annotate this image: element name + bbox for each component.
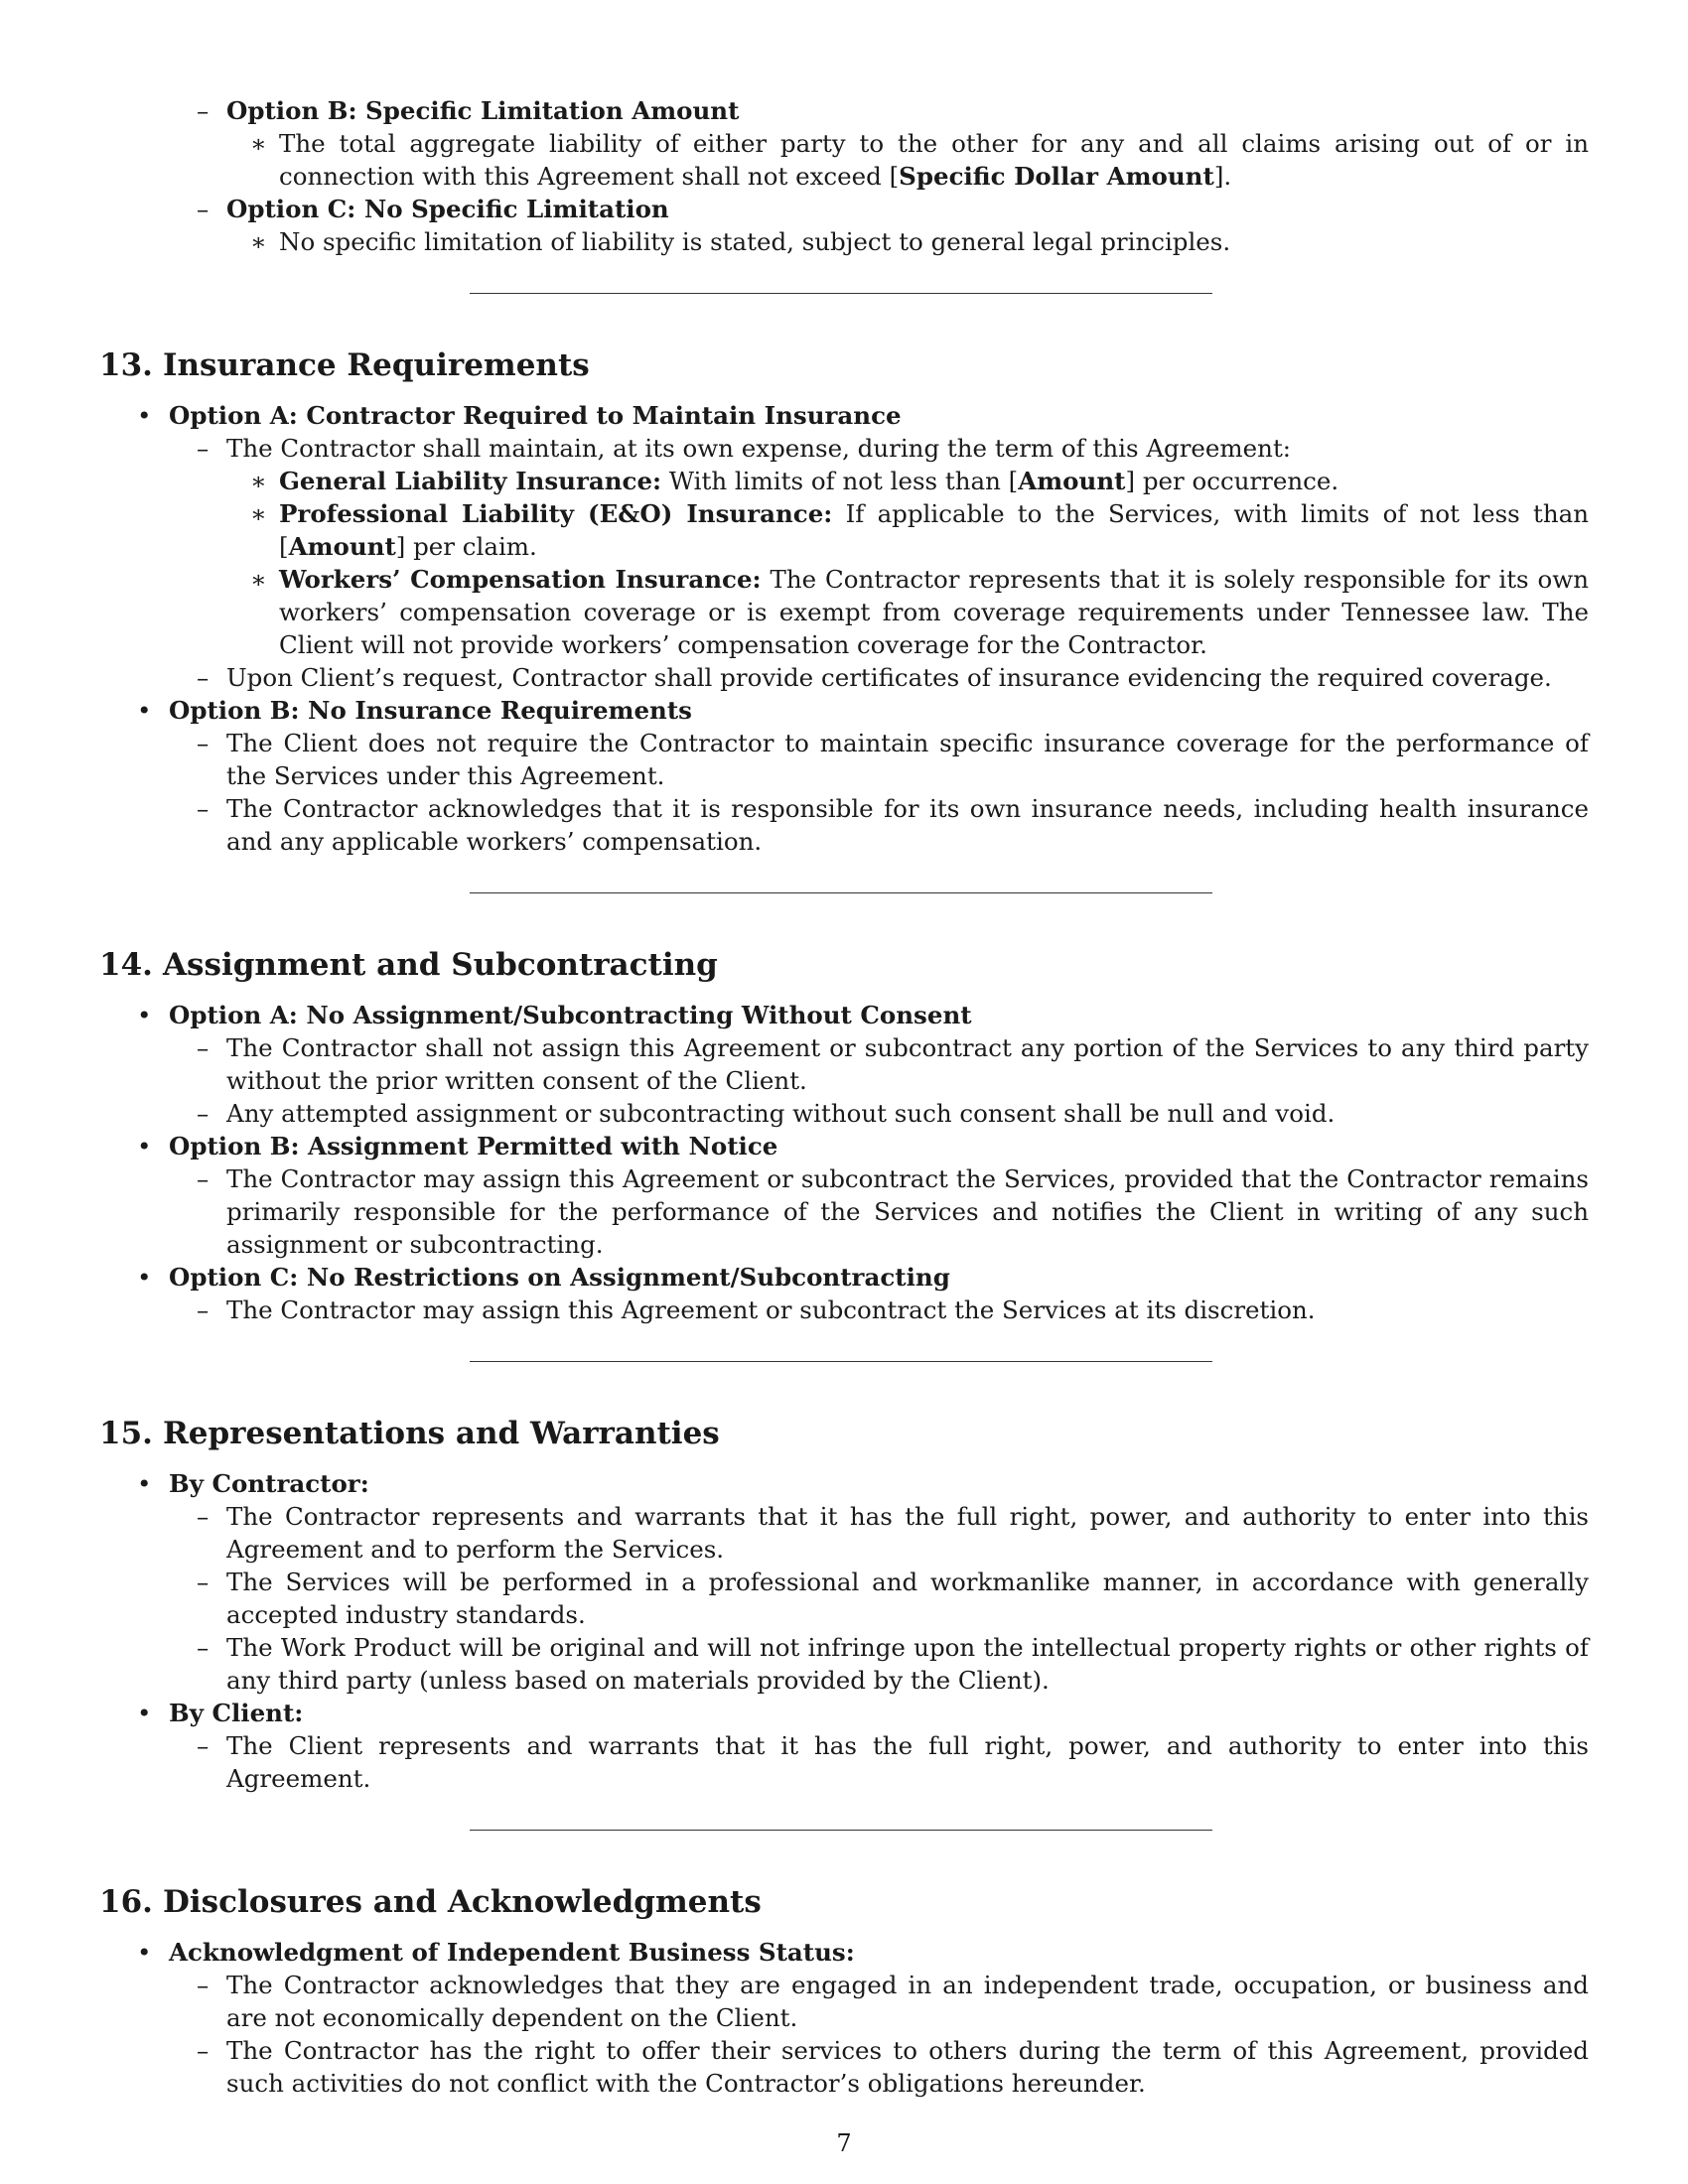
dash-marker: –	[197, 195, 210, 223]
list-item	[99, 193, 1589, 225]
dash-marker: –	[197, 1099, 210, 1128]
dash-marker: –	[197, 729, 210, 757]
dash-marker: –	[197, 1633, 210, 1662]
list-item	[99, 694, 1589, 727]
list-item	[99, 1261, 1589, 1294]
list-item: ∗ Workers’ Compensation Insurance: The Contractor represents that it is solely responsible for its own workers’ compensation coverage or is exempt from coverage requirements under Tennessee law. The Client will not provide workers’ compensation coverage for the Contractor.	[250, 565, 1590, 659]
dash-marker: –	[197, 794, 210, 823]
star-marker: ∗	[250, 129, 267, 158]
section-divider	[470, 1830, 1212, 1831]
list-item: – The Contractor represents and warrants that it has the full right, power, and authority to enter into this Agreement and to perform the Services.	[197, 1502, 1589, 1564]
dash-marker: –	[197, 1502, 210, 1531]
list-item: – The Contractor may assign this Agreement or subcontract the Services at its discretion.	[197, 1296, 1316, 1324]
bullet-marker: •	[137, 1699, 152, 1727]
list-item	[99, 1130, 1589, 1162]
list-item	[99, 94, 1589, 127]
section-heading: 13. Insurance Requirements	[99, 347, 590, 383]
option-title: Option A: Contractor Required to Maintain Insurance	[169, 401, 902, 430]
list-item: – The Contractor acknowledges that it is responsible for its own insurance needs, including health insurance and any applicable workers’ compensation.	[197, 794, 1589, 856]
section-heading: 14. Assignment and Subcontracting	[99, 947, 718, 983]
bullet-marker: •	[137, 1132, 152, 1160]
bullet-marker: •	[137, 1469, 152, 1498]
dash-marker: –	[197, 1296, 210, 1324]
list-item: ∗ No specific limitation of liability is stated, subject to general legal principles.	[250, 227, 1231, 256]
list-item	[99, 399, 1589, 432]
option-title: Option B: No Insurance Requirements	[169, 696, 692, 725]
bullet-marker: •	[137, 696, 152, 725]
option-title: Option B: Assignment Permitted with Notice	[169, 1132, 778, 1160]
list-item: – The Client does not require the Contractor to maintain specific insurance coverage for the performance of the Services under this Agreement.	[197, 729, 1589, 790]
option-title: Acknowledgment of Independent Business Status:	[169, 1938, 855, 1967]
dash-marker: –	[197, 434, 210, 463]
option-title: Option C: No Specific Limitation	[226, 195, 669, 223]
option-title: By Client:	[169, 1699, 304, 1727]
dash-marker: –	[197, 1033, 210, 1062]
option-title: Option A: No Assignment/Subcontracting Without Consent	[169, 1001, 972, 1029]
list-item: – The Contractor shall maintain, at its own expense, during the term of this Agreement:	[197, 434, 1292, 463]
list-item: – The Contractor acknowledges that they are engaged in an independent trade, occupation, or business and are not economically dependent on the Client.	[197, 1971, 1589, 2032]
bullet-marker: •	[137, 401, 152, 430]
dash-marker: –	[197, 96, 210, 125]
section-divider	[470, 1361, 1212, 1362]
star-marker: ∗	[250, 499, 267, 528]
section-heading: 15. Representations and Warranties	[99, 1416, 720, 1451]
star-marker: ∗	[250, 227, 267, 256]
dash-marker: –	[197, 1568, 210, 1596]
section-heading: 16. Disclosures and Acknowledgments	[99, 1884, 762, 1920]
list-item: ∗ Professional Liability (E&O) Insurance: If applicable to the Services, with limits of not less than [Amount] per claim.	[250, 499, 1589, 561]
dash-marker: –	[197, 1164, 210, 1193]
list-item: ∗ The total aggregate liability of either party to the other for any and all claims arising out of or in connection with this Agreement shall not exceed [Specific Dollar Amount].	[250, 129, 1589, 191]
list-item: – The Services will be performed in a professional and workmanlike manner, in accordance with generally accepted industry standards.	[197, 1568, 1589, 1629]
bullet-marker: •	[137, 1938, 152, 1967]
list-item: ∗ General Liability Insurance: With limits of not less than [Amount] per occurrence.	[250, 467, 1339, 495]
list-item: – Any attempted assignment or subcontracting without such consent shall be null and void.	[197, 1099, 1336, 1128]
page-number: 7	[836, 2129, 852, 2157]
list-item: – The Client represents and warrants that it has the full right, power, and authority to enter into this Agreement.	[197, 1731, 1589, 1793]
list-item: – The Contractor shall not assign this Agreement or subcontract any portion of the Services to any third party without the prior written consent of the Client.	[197, 1033, 1589, 1095]
list-item	[99, 1467, 1589, 1500]
star-marker: ∗	[250, 467, 267, 495]
section-divider	[470, 892, 1212, 893]
option-title: By Contractor:	[169, 1469, 369, 1498]
dash-marker: –	[197, 663, 210, 692]
bullet-marker: •	[137, 1001, 152, 1029]
list-item: – The Contractor has the right to offer their services to others during the term of this Agreement, provided such activities do not conflict with the Contractor’s obligations hereunder.	[197, 2036, 1589, 2098]
dash-marker: –	[197, 2036, 210, 2065]
list-item	[99, 1697, 1589, 1729]
list-item: – Upon Client’s request, Contractor shall provide certificates of insurance evidencing the required coverage.	[197, 663, 1552, 692]
option-title: Option C: No Restrictions on Assignment/Subcontracting	[169, 1263, 950, 1292]
star-marker: ∗	[250, 565, 267, 594]
option-title: Option B: Specific Limitation Amount	[226, 96, 740, 125]
dash-marker: –	[197, 1971, 210, 1999]
list-item	[99, 999, 1589, 1031]
list-item	[99, 1936, 1589, 1969]
bullet-marker: •	[137, 1263, 152, 1292]
document-page	[99, 94, 1589, 2100]
section-divider	[470, 293, 1212, 294]
list-item: – The Work Product will be original and will not infringe upon the intellectual property rights or other rights of any third party (unless based on materials provided by the Client).	[197, 1633, 1589, 1695]
dash-marker: –	[197, 1731, 210, 1760]
list-item: – The Contractor may assign this Agreement or subcontract the Services, provided that the Contractor remains primarily responsible for the performance of the Services and notifies the Client in writing of any such assignment or subcontracting.	[197, 1164, 1589, 1259]
